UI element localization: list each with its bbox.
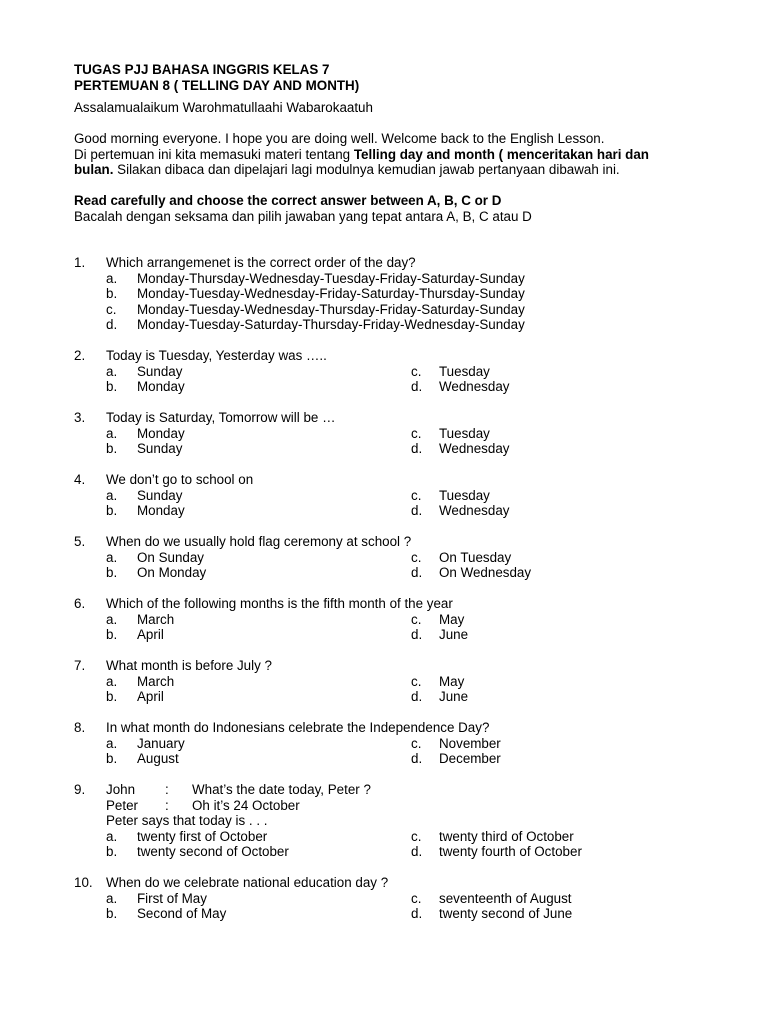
option-text: On Wednesday [439,565,532,580]
question-10 [74,875,714,922]
answer-option-row [74,906,714,922]
question-1 [74,255,714,333]
question-8 [74,720,714,767]
question-row [74,596,714,612]
option-letter: d. [411,689,423,704]
greeting: Assalamualaikum Warohmatullaahi Wabarokaatuh [74,100,373,115]
dialogue-colon: : [165,797,169,813]
option-text: seventeenth of August [439,890,572,906]
question-row [74,255,714,271]
instruction-english: Read carefully and choose the correct answer between A, B, C or D [74,193,502,208]
answer-option-row [74,736,714,752]
answer-option-row [74,550,714,566]
answer-option-row [74,751,714,767]
option-letter: a. [106,611,118,627]
option-text: twenty second of June [439,906,573,921]
option-text: Second of May [137,906,227,921]
question-list [74,255,714,922]
option-letter: d. [411,906,423,921]
answer-option-row [74,379,714,395]
dialogue-colon: : [165,782,169,797]
option-letter: b. [106,751,118,766]
option-letter: c. [411,425,422,441]
option-text: January [137,735,185,751]
option-text: Tuesday [439,487,490,503]
option-letter: c. [411,890,422,906]
question-number: 6. [74,596,86,611]
answer-option-row [74,627,714,643]
option-text: Sunday [137,363,183,379]
question-text: Which arrangemenet is the correct order of the day? [106,255,416,270]
option-text: On Sunday [137,549,204,565]
option-text: May [439,673,465,689]
answer-option [74,286,714,302]
question-row [74,534,714,550]
option-text: Sunday [137,441,183,456]
dialogue-speaker: Peter [106,797,139,813]
option-text: April [137,689,164,704]
answer-option-row [74,503,714,519]
question-row [74,472,714,488]
question-row [74,658,714,674]
instruction-indonesian: Bacalah dengan seksama dan pilih jawaban yang tepat antara A, B, C atau D [74,208,532,224]
option-letter: b. [106,906,118,921]
option-letter: c. [411,363,422,379]
answer-option-row [74,488,714,504]
option-text: Wednesday [439,379,510,394]
option-letter: a. [106,735,118,751]
option-text: On Monday [137,565,207,580]
option-letter: a. [106,890,118,906]
option-text: August [137,751,179,766]
option-letter: a. [106,549,118,565]
option-letter: b. [106,627,118,642]
option-text: Monday [137,425,185,441]
option-text: twenty first of October [137,828,268,844]
intro-line-3-bold: bulan. [74,162,114,177]
option-text: First of May [137,890,207,906]
option-letter: a. [106,425,118,441]
option-letter: a. [106,828,118,844]
option-text: Monday-Tuesday-Wednesday-Friday-Saturday-Thursday-Sunday [137,286,525,301]
question-2 [74,348,714,395]
question-row [74,348,714,364]
option-letter: b. [106,844,118,859]
answer-option-row [74,689,714,705]
option-text: Tuesday [439,425,490,441]
answer-option-row [74,441,714,457]
answer-option-row [74,612,714,628]
option-text: twenty third of October [439,828,574,844]
option-text: November [439,735,501,751]
intro-line-3-normal: Silakan dibaca dan dipelajari lagi modulnya kemudian jawab pertanyaan dibawah ini. [113,162,620,177]
question-number: 4. [74,472,86,487]
option-text: May [439,611,465,627]
question-prompt: Peter says that today is . . . [106,813,268,828]
option-text: Monday-Thursday-Wednesday-Tuesday-Friday-Saturday-Sunday [137,270,525,286]
answer-option [74,302,714,318]
question-text: Today is Saturday, Tomorrow will be … [106,410,336,425]
option-letter: d. [411,844,423,859]
question-text: We don’t go to school on [106,472,254,487]
question-text: When do we celebrate national education day ? [106,875,389,890]
option-letter: a. [106,673,118,689]
meeting-title: PERTEMUAN 8 ( TELLING DAY AND MONTH) [74,77,360,93]
option-text: June [439,627,469,642]
question-row [74,782,714,798]
option-text: March [137,611,175,627]
option-letter: d. [411,627,423,642]
answer-option-row [74,426,714,442]
dialogue-utterance: Oh it’s 24 October [192,797,300,813]
question-number: 10. [74,875,93,890]
option-text: Monday-Tuesday-Saturday-Thursday-Friday-Wednesday-Sunday [137,317,525,332]
option-letter: d. [411,565,423,580]
option-letter: b. [106,441,118,456]
question-text: In what month do Indonesians celebrate the Independence Day? [106,720,490,735]
question-number: 3. [74,410,86,425]
option-text: Monday-Tuesday-Wednesday-Thursday-Friday-Saturday-Sunday [137,301,525,317]
answer-option-row [74,565,714,581]
option-text: Monday [137,379,185,394]
option-letter: c. [411,549,422,565]
option-letter: d. [411,379,423,394]
question-text: Which of the following months is the fifth month of the year [106,596,453,611]
option-text: twenty second of October [137,844,289,859]
answer-option [74,271,714,287]
option-letter: c. [411,673,422,689]
question-5 [74,534,714,581]
option-text: Wednesday [439,503,510,518]
dialogue-speaker: John [106,782,136,797]
question-number: 1. [74,255,86,270]
question-row [74,410,714,426]
dialogue-utterance: What’s the date today, Peter ? [192,782,371,797]
option-letter: c. [411,735,422,751]
option-letter: c. [411,487,422,503]
question-number: 9. [74,782,86,797]
worksheet-page [74,62,714,937]
option-letter: a. [106,487,118,503]
question-number: 2. [74,348,86,363]
question-text: Today is Tuesday, Yesterday was ….. [106,348,327,363]
option-letter: b. [106,565,118,580]
question-text: What month is before July ? [106,658,272,673]
option-text: On Tuesday [439,549,512,565]
answer-option-row [74,674,714,690]
option-text: March [137,673,175,689]
question-3 [74,410,714,457]
question-9 [74,782,714,860]
option-letter: c. [411,611,422,627]
option-text: twenty fourth of October [439,844,582,859]
option-letter: c. [106,301,117,317]
option-letter: d. [106,317,118,332]
intro-line-2-bold: Telling day and month ( menceritakan hari dan [353,146,649,162]
option-letter: b. [106,689,118,704]
option-text: April [137,627,164,642]
option-text: June [439,689,469,704]
option-text: Sunday [137,487,183,503]
answer-option-row [74,844,714,860]
option-letter: d. [411,751,423,766]
option-letter: d. [411,441,423,456]
worksheet-title: TUGAS PJJ BAHASA INGGRIS KELAS 7 [74,62,330,77]
option-letter: b. [106,286,118,301]
question-7 [74,658,714,705]
intro-line-3 [74,162,714,178]
answer-option-row [74,891,714,907]
question-4 [74,472,714,519]
option-letter: b. [106,379,118,394]
intro-line-2-normal: Di pertemuan ini kita memasuki materi tentang [74,146,354,162]
question-number: 5. [74,534,86,549]
question-number: 7. [74,658,86,673]
answer-option-row [74,364,714,380]
option-letter: d. [411,503,423,518]
intro-line-1: Good morning everyone. I hope you are doing well. Welcome back to the English Lesson. [74,131,605,146]
option-letter: c. [411,828,422,844]
option-letter: a. [106,270,118,286]
question-6 [74,596,714,643]
option-text: Tuesday [439,363,490,379]
answer-option [74,317,714,333]
option-text: December [439,751,501,766]
question-row [74,875,714,891]
option-text: Wednesday [439,441,510,456]
option-letter: a. [106,363,118,379]
option-text: Monday [137,503,185,518]
question-row [74,720,714,736]
intro-line-2 [74,147,714,163]
answer-option-row [74,829,714,845]
question-text: When do we usually hold flag ceremony at school ? [106,534,412,549]
question-number: 8. [74,720,86,735]
option-letter: b. [106,503,118,518]
